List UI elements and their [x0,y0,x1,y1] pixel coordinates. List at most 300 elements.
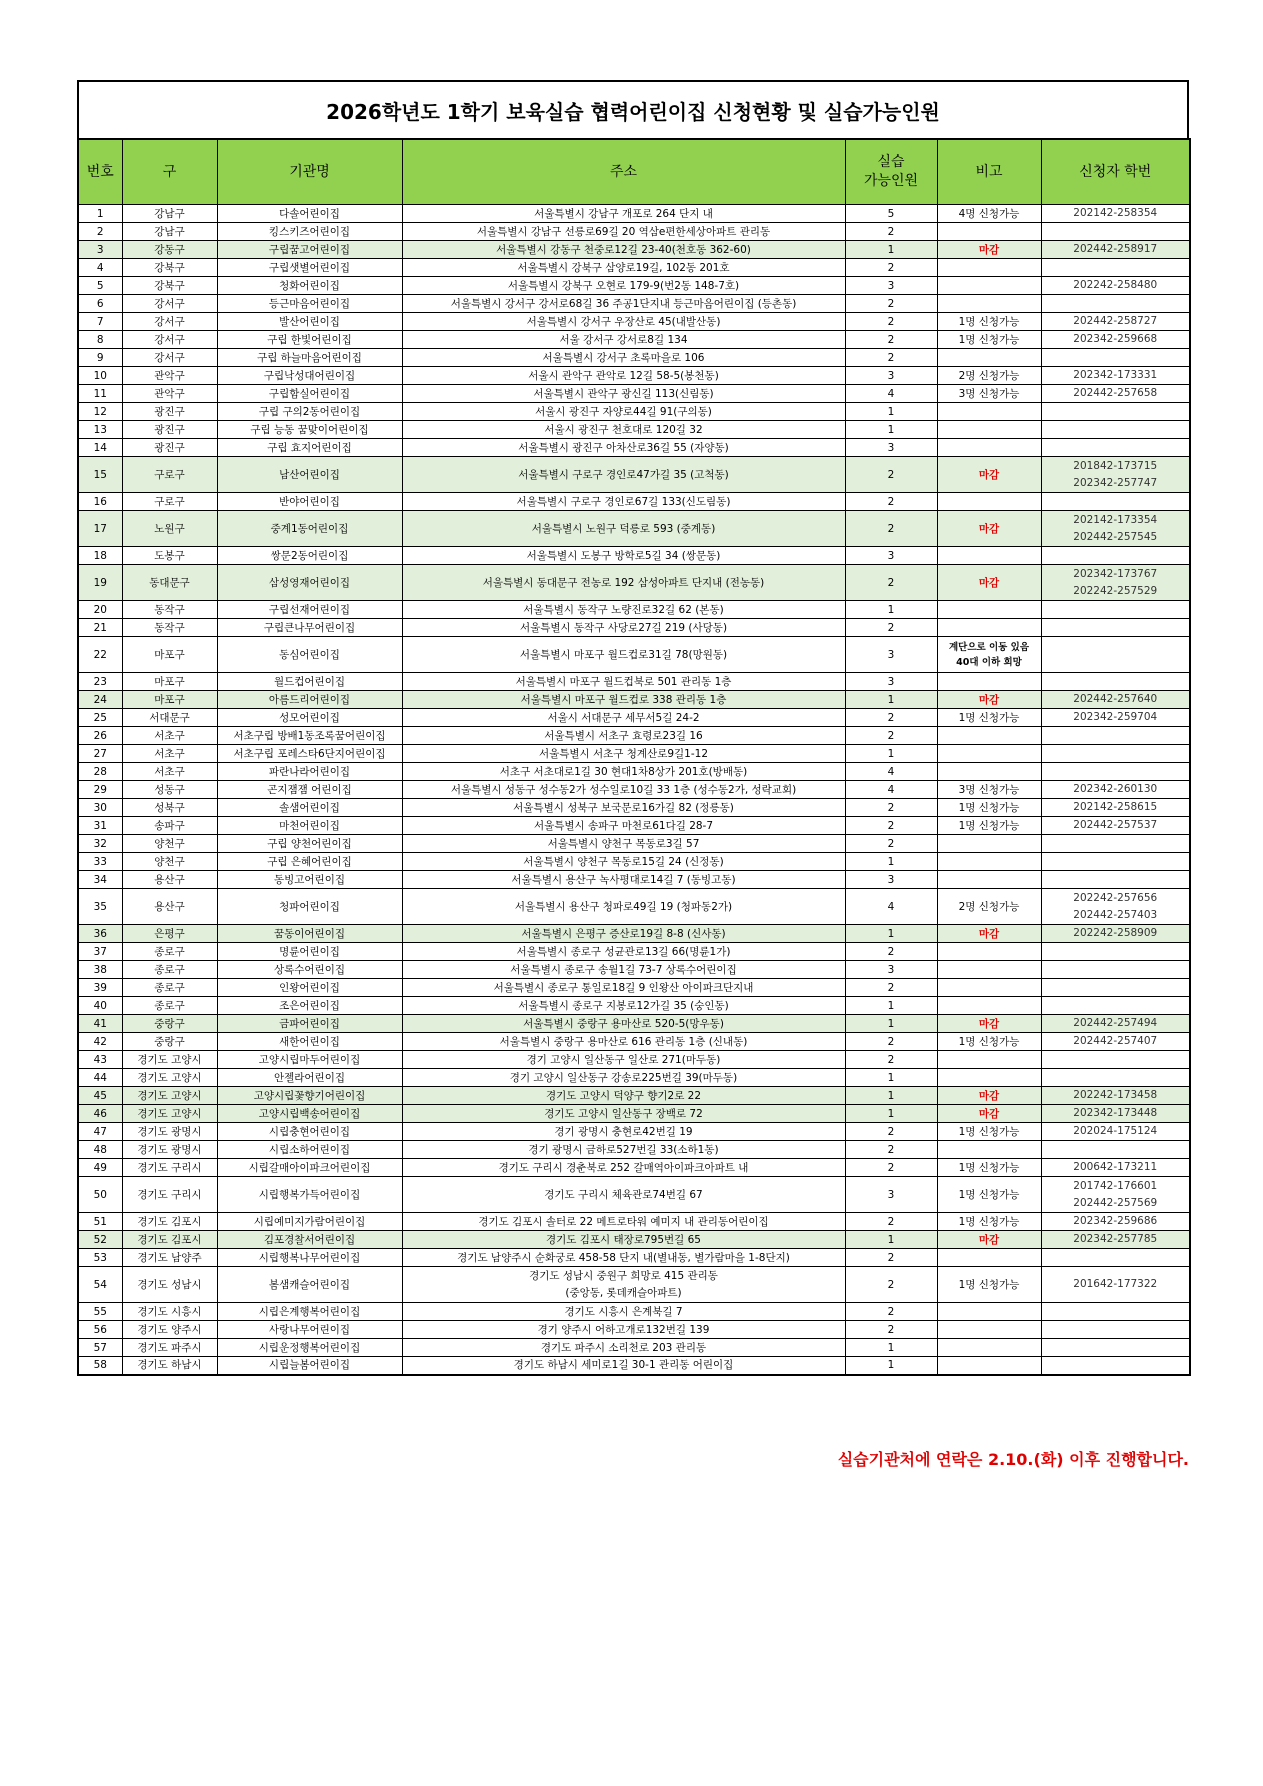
cell-no: 38 [78,961,122,979]
cell-name: 구립큰나무어린이집 [217,619,402,637]
cell-name: 명륜어린이집 [217,943,402,961]
cell-capacity: 2 [845,943,937,961]
cell-student-ids [1041,277,1190,295]
cell-address: 서울시 광진구 천호대로 120길 32 [402,421,845,439]
cell-student-ids [1041,637,1190,673]
cell-note [937,1141,1041,1159]
cell-address: 경기도 시흥시 은계북길 7 [402,1303,845,1321]
cell-note: 1명 신청가능 [937,1177,1041,1213]
cell-student-ids [1041,331,1190,349]
cell-capacity: 1 [845,925,937,943]
cell-address: 서울특별시 성동구 성수동2가 성수일로10길 33 1층 (성수동2가, 성락교회) [402,781,845,799]
cell-address: 경기 고양시 일산동구 강송로225번길 39(마두동) [402,1069,845,1087]
cell-no: 55 [78,1303,122,1321]
table-row [78,403,1190,421]
cell-district: 강서구 [122,331,217,349]
cell-address: 경기 양주시 어하고개로132번길 139 [402,1321,845,1339]
cell-address: 서울특별시 양천구 목동로3길 57 [402,835,845,853]
cell-capacity: 1 [845,241,937,259]
cell-district: 서초구 [122,763,217,781]
cell-capacity: 2 [845,1321,937,1339]
cell-address: 서울특별시 강서구 초록마을로 106 [402,349,845,367]
cell-note: 4명 신청가능 [937,205,1041,223]
cell-name: 성모어린이집 [217,709,402,727]
cell-district: 경기도 광명시 [122,1141,217,1159]
cell-district: 강남구 [122,205,217,223]
table-row [78,1123,1190,1141]
cell-district: 경기도 남양주 [122,1249,217,1267]
cell-no: 13 [78,421,122,439]
cell-address: 서울특별시 강남구 선릉로69길 20 역삼e편한세상아파트 관리동 [402,223,845,241]
cell-address: 서울특별시 서초구 효령로23길 16 [402,727,845,745]
cell-address: 서울특별시 종로구 지봉로12가길 35 (숭인동) [402,997,845,1015]
cell-district: 서초구 [122,745,217,763]
student-id: 202442-257658 [1073,387,1158,399]
cell-no: 24 [78,691,122,709]
table-row [78,961,1190,979]
cell-no: 58 [78,1357,122,1375]
cell-district: 서초구 [122,727,217,745]
cell-district: 노원구 [122,511,217,547]
cell-address: 경기도 하남시 세미로1길 30-1 관리동 어린이집 [402,1357,845,1375]
student-id: 202242-258909 [1073,927,1158,939]
cell-no: 32 [78,835,122,853]
cell-note [937,223,1041,241]
cell-no: 27 [78,745,122,763]
cell-district: 성북구 [122,799,217,817]
cell-capacity: 2 [845,511,937,547]
cell-note [937,979,1041,997]
cell-name: 구립 은혜어린이집 [217,853,402,871]
cell-no: 16 [78,493,122,511]
cell-note: 1명 신청가능 [937,313,1041,331]
cell-name: 구립낙성대어린이집 [217,367,402,385]
cell-note: 1명 신청가능 [937,1213,1041,1231]
cell-capacity: 2 [845,1123,937,1141]
cell-name: 구립선재어린이집 [217,601,402,619]
cell-district: 경기도 고양시 [122,1087,217,1105]
cell-note [937,493,1041,511]
cell-student-ids [1041,781,1190,799]
cell-address: 서울특별시 마포구 월드컵북로 501 관리동 1층 [402,673,845,691]
cell-note: 마감 [937,1087,1041,1105]
cell-capacity: 3 [845,439,937,457]
table-row [78,763,1190,781]
cell-note [937,997,1041,1015]
cell-student-ids [1041,691,1190,709]
cell-capacity: 1 [845,745,937,763]
cell-district: 용산구 [122,889,217,925]
cell-name: 마천어린이집 [217,817,402,835]
table-row [78,871,1190,889]
cell-district: 서대문구 [122,709,217,727]
cell-capacity: 2 [845,709,937,727]
cell-name: 고양시립마두어린이집 [217,1051,402,1069]
cell-student-ids [1041,1177,1190,1213]
header-address: 주소 [402,139,845,205]
cell-no: 54 [78,1267,122,1303]
cell-no: 9 [78,349,122,367]
cell-student-ids [1041,1213,1190,1231]
cell-student-ids [1041,565,1190,601]
table-row [78,1033,1190,1051]
header-name: 기관명 [217,139,402,205]
student-id: 202442-257640 [1073,693,1158,705]
cell-name: 구립함실어린이집 [217,385,402,403]
cell-no: 28 [78,763,122,781]
table-row [78,223,1190,241]
cell-note [937,1339,1041,1357]
cell-district: 광진구 [122,421,217,439]
cell-address: 서울특별시 종로구 통일로18길 9 인왕산 아이파크단지내 [402,979,845,997]
table-row [78,1231,1190,1249]
table-row [78,1249,1190,1267]
cell-capacity: 1 [845,1339,937,1357]
table-row [78,1357,1190,1375]
cell-no: 6 [78,295,122,313]
cell-address: 경기도 고양시 덕양구 향기2로 22 [402,1087,845,1105]
table-row [78,745,1190,763]
student-id: 202342-173767 [1073,567,1158,580]
cell-note: 2명 신청가능 [937,367,1041,385]
cell-no: 43 [78,1051,122,1069]
cell-no: 47 [78,1123,122,1141]
cell-student-ids [1041,1159,1190,1177]
cell-address: 경기도 김포시 솔터로 22 메트로타워 예미지 내 관리동어린이집 [402,1213,845,1231]
cell-district: 강동구 [122,241,217,259]
cell-note [937,619,1041,637]
table-row [78,241,1190,259]
cell-name: 시립은계행복어린이집 [217,1303,402,1321]
student-id: 202342-259704 [1073,711,1158,723]
cell-student-ids [1041,349,1190,367]
cell-note [937,673,1041,691]
cell-note: 마감 [937,925,1041,943]
cell-capacity: 2 [845,565,937,601]
cell-capacity: 4 [845,781,937,799]
cell-student-ids [1041,223,1190,241]
cell-capacity: 2 [845,1303,937,1321]
cell-no: 42 [78,1033,122,1051]
table-row [78,295,1190,313]
cell-no: 48 [78,1141,122,1159]
cell-name: 서초구립 방배1동조록꿈어린이집 [217,727,402,745]
cell-address: 서울 강서구 강서로8길 134 [402,331,845,349]
cell-name: 삼성영재어린이집 [217,565,402,601]
table-row [78,979,1190,997]
cell-note: 1명 신청가능 [937,1033,1041,1051]
cell-district: 강서구 [122,295,217,313]
cell-name: 솔샘어린이집 [217,799,402,817]
table-row [78,889,1190,925]
student-id: 202142-258354 [1073,207,1158,219]
cell-student-ids [1041,889,1190,925]
cell-address: 서울특별시 강남구 개포로 264 단지 내 [402,205,845,223]
cell-address: 서울특별시 강북구 삼양로19길, 102동 201호 [402,259,845,277]
cell-note: 마감 [937,511,1041,547]
cell-district: 종로구 [122,943,217,961]
cell-capacity: 2 [845,1033,937,1051]
cell-note: 계단으로 이동 있음 40대 이하 희망 [937,637,1041,673]
cell-name: 구립 양천어린이집 [217,835,402,853]
cell-capacity: 3 [845,367,937,385]
cell-name: 조은어린이집 [217,997,402,1015]
cell-student-ids [1041,709,1190,727]
cell-name: 금파어린이집 [217,1015,402,1033]
table-row [78,1087,1190,1105]
student-id: 202142-173354 [1073,513,1158,526]
student-id: 202442-258727 [1073,315,1158,327]
cell-no: 1 [78,205,122,223]
cell-capacity: 5 [845,205,937,223]
cell-district: 강북구 [122,259,217,277]
cell-capacity: 3 [845,547,937,565]
cell-name: 남산어린이집 [217,457,402,493]
cell-note: 2명 신청가능 [937,889,1041,925]
cell-note: 1명 신청가능 [937,799,1041,817]
cell-student-ids [1041,979,1190,997]
cell-student-ids [1041,367,1190,385]
cell-name: 상록수어린이집 [217,961,402,979]
cell-address: 서울특별시 종로구 성균관로13길 66(명륜1가) [402,943,845,961]
cell-student-ids [1041,745,1190,763]
cell-district: 경기도 시흥시 [122,1303,217,1321]
cell-no: 5 [78,277,122,295]
table-row [78,385,1190,403]
cell-capacity: 2 [845,313,937,331]
cell-capacity: 2 [845,1159,937,1177]
cell-name: 등근마음어린이집 [217,295,402,313]
table-row [78,457,1190,493]
cell-district: 양천구 [122,853,217,871]
table-row [78,1069,1190,1087]
cell-student-ids [1041,493,1190,511]
cell-address: 서울특별시 용산구 녹사평대로14길 7 (동빙고동) [402,871,845,889]
student-id: 201742-176601 [1073,1179,1158,1192]
cell-capacity: 2 [845,1249,937,1267]
cell-note [937,1303,1041,1321]
cell-no: 56 [78,1321,122,1339]
student-id: 202342-173448 [1073,1107,1158,1119]
cell-capacity: 3 [845,1177,937,1213]
table-row [78,835,1190,853]
cell-capacity: 2 [845,1213,937,1231]
cell-note: 마감 [937,1015,1041,1033]
cell-student-ids [1041,205,1190,223]
cell-no: 11 [78,385,122,403]
cell-student-ids [1041,421,1190,439]
cell-name: 시립예미지가람어린이집 [217,1213,402,1231]
cell-district: 종로구 [122,961,217,979]
cell-note [937,871,1041,889]
cell-name: 쌍문2동어린이집 [217,547,402,565]
cell-note [937,1069,1041,1087]
cell-note: 1명 신청가능 [937,1267,1041,1303]
table-row [78,511,1190,547]
table-row [78,853,1190,871]
student-id: 202242-257656 [1073,891,1158,904]
cell-name: 고양시립백송어린이집 [217,1105,402,1123]
cell-student-ids [1041,1141,1190,1159]
cell-student-ids [1041,1339,1190,1357]
table-row [78,547,1190,565]
cell-note [937,853,1041,871]
cell-capacity: 2 [845,799,937,817]
cell-no: 34 [78,871,122,889]
cell-name: 청화어린이집 [217,277,402,295]
table-row [78,601,1190,619]
cell-note [937,943,1041,961]
table-row [78,331,1190,349]
cell-note: 1명 신청가능 [937,1123,1041,1141]
table-row [78,691,1190,709]
cell-capacity: 2 [845,817,937,835]
cell-name: 인왕어린이집 [217,979,402,997]
cell-capacity: 3 [845,673,937,691]
cell-student-ids [1041,385,1190,403]
cell-note: 마감 [937,565,1041,601]
cell-district: 종로구 [122,997,217,1015]
cell-name: 서초구립 포레스타6단지어린이집 [217,745,402,763]
cell-address: 서울특별시 관악구 광신길 113(신림동) [402,385,845,403]
cell-no: 41 [78,1015,122,1033]
cell-district: 강서구 [122,313,217,331]
cell-address: 서울특별시 동대문구 전농로 192 삼성아파트 단지내 (전농동) [402,565,845,601]
cell-name: 구립꿈고어린이집 [217,241,402,259]
table-row [78,1177,1190,1213]
cell-capacity: 4 [845,385,937,403]
cell-note: 3명 신청가능 [937,781,1041,799]
table-row [78,673,1190,691]
table-row [78,439,1190,457]
cell-district: 구로구 [122,493,217,511]
cell-note: 마감 [937,241,1041,259]
cell-no: 40 [78,997,122,1015]
cell-student-ids [1041,961,1190,979]
cell-name: 발산어린이집 [217,313,402,331]
cell-student-ids [1041,295,1190,313]
header-row [78,139,1190,205]
student-id: 202342-257747 [1073,476,1158,489]
cell-district: 성동구 [122,781,217,799]
cell-student-ids [1041,1087,1190,1105]
institution-table [77,138,1191,1376]
cell-no: 35 [78,889,122,925]
cell-name: 구립샛별어린이집 [217,259,402,277]
cell-name: 파란나라어린이집 [217,763,402,781]
cell-district: 송파구 [122,817,217,835]
cell-no: 57 [78,1339,122,1357]
cell-student-ids [1041,871,1190,889]
cell-name: 시립행복나무어린이집 [217,1249,402,1267]
cell-name: 곤지잼잼 어린이집 [217,781,402,799]
cell-address: 서울특별시 마포구 월드컵로 338 관리동 1층 [402,691,845,709]
cell-no: 36 [78,925,122,943]
cell-district: 광진구 [122,403,217,421]
cell-student-ids [1041,403,1190,421]
cell-capacity: 1 [845,1231,937,1249]
cell-district: 양천구 [122,835,217,853]
student-id: 202442-257407 [1073,1035,1158,1047]
cell-student-ids [1041,1267,1190,1303]
cell-note: 마감 [937,1231,1041,1249]
cell-no: 45 [78,1087,122,1105]
cell-no: 49 [78,1159,122,1177]
cell-capacity: 2 [845,223,937,241]
cell-capacity: 2 [845,835,937,853]
cell-note [937,1357,1041,1375]
cell-address: 경기도 남양주시 순화궁로 458-58 단지 내(별내동, 별가람마을 1-8단지) [402,1249,845,1267]
cell-no: 31 [78,817,122,835]
header-capacity: 실습 가능인원 [845,139,937,205]
cell-no: 53 [78,1249,122,1267]
table-body [78,205,1190,1375]
cell-capacity: 4 [845,889,937,925]
cell-note [937,421,1041,439]
cell-name: 구립 능동 꿈맞이어린이집 [217,421,402,439]
cell-district: 도봉구 [122,547,217,565]
student-id: 202442-257545 [1073,530,1158,543]
cell-district: 경기도 고양시 [122,1105,217,1123]
cell-student-ids [1041,1015,1190,1033]
student-id: 200642-173211 [1073,1161,1158,1173]
cell-capacity: 2 [845,619,937,637]
cell-note [937,403,1041,421]
table-row [78,637,1190,673]
cell-student-ids [1041,511,1190,547]
cell-student-ids [1041,925,1190,943]
cell-address: 서울특별시 강서구 우장산로 45(내발산동) [402,313,845,331]
cell-district: 경기도 광명시 [122,1123,217,1141]
cell-address: 서울특별시 마포구 월드컵로31길 78(망원동) [402,637,845,673]
cell-district: 강북구 [122,277,217,295]
cell-no: 46 [78,1105,122,1123]
cell-no: 4 [78,259,122,277]
cell-note: 1명 신청가능 [937,709,1041,727]
table-row [78,565,1190,601]
cell-note [937,763,1041,781]
cell-student-ids [1041,259,1190,277]
cell-district: 경기도 구리시 [122,1159,217,1177]
table-row [78,781,1190,799]
table-row [78,727,1190,745]
student-id: 202024-175124 [1073,1125,1158,1137]
cell-note [937,547,1041,565]
cell-name: 사랑나무어린이집 [217,1321,402,1339]
cell-address: 서울특별시 강북구 오현로 179-9(번2동 148-7호) [402,277,845,295]
student-id: 202342-259668 [1073,333,1158,345]
cell-capacity: 1 [845,1069,937,1087]
cell-address: 서울특별시 서초구 청계산로9길1-12 [402,745,845,763]
cell-student-ids [1041,313,1190,331]
cell-note [937,745,1041,763]
cell-address: 서울특별시 성북구 보국문로16가길 82 (정릉동) [402,799,845,817]
cell-name: 반야어린이집 [217,493,402,511]
cell-no: 26 [78,727,122,745]
cell-name: 청파어린이집 [217,889,402,925]
cell-address: 서울시 서대문구 세무서5길 24-2 [402,709,845,727]
cell-address: 서울특별시 노원구 덕릉로 593 (중계동) [402,511,845,547]
student-id: 202142-258615 [1073,801,1158,813]
cell-capacity: 1 [845,1087,937,1105]
cell-district: 마포구 [122,637,217,673]
table-row [78,817,1190,835]
cell-name: 구립 구의2동어린이집 [217,403,402,421]
cell-district: 경기도 김포시 [122,1213,217,1231]
student-id: 202342-260130 [1073,783,1158,795]
table-row [78,349,1190,367]
cell-no: 12 [78,403,122,421]
